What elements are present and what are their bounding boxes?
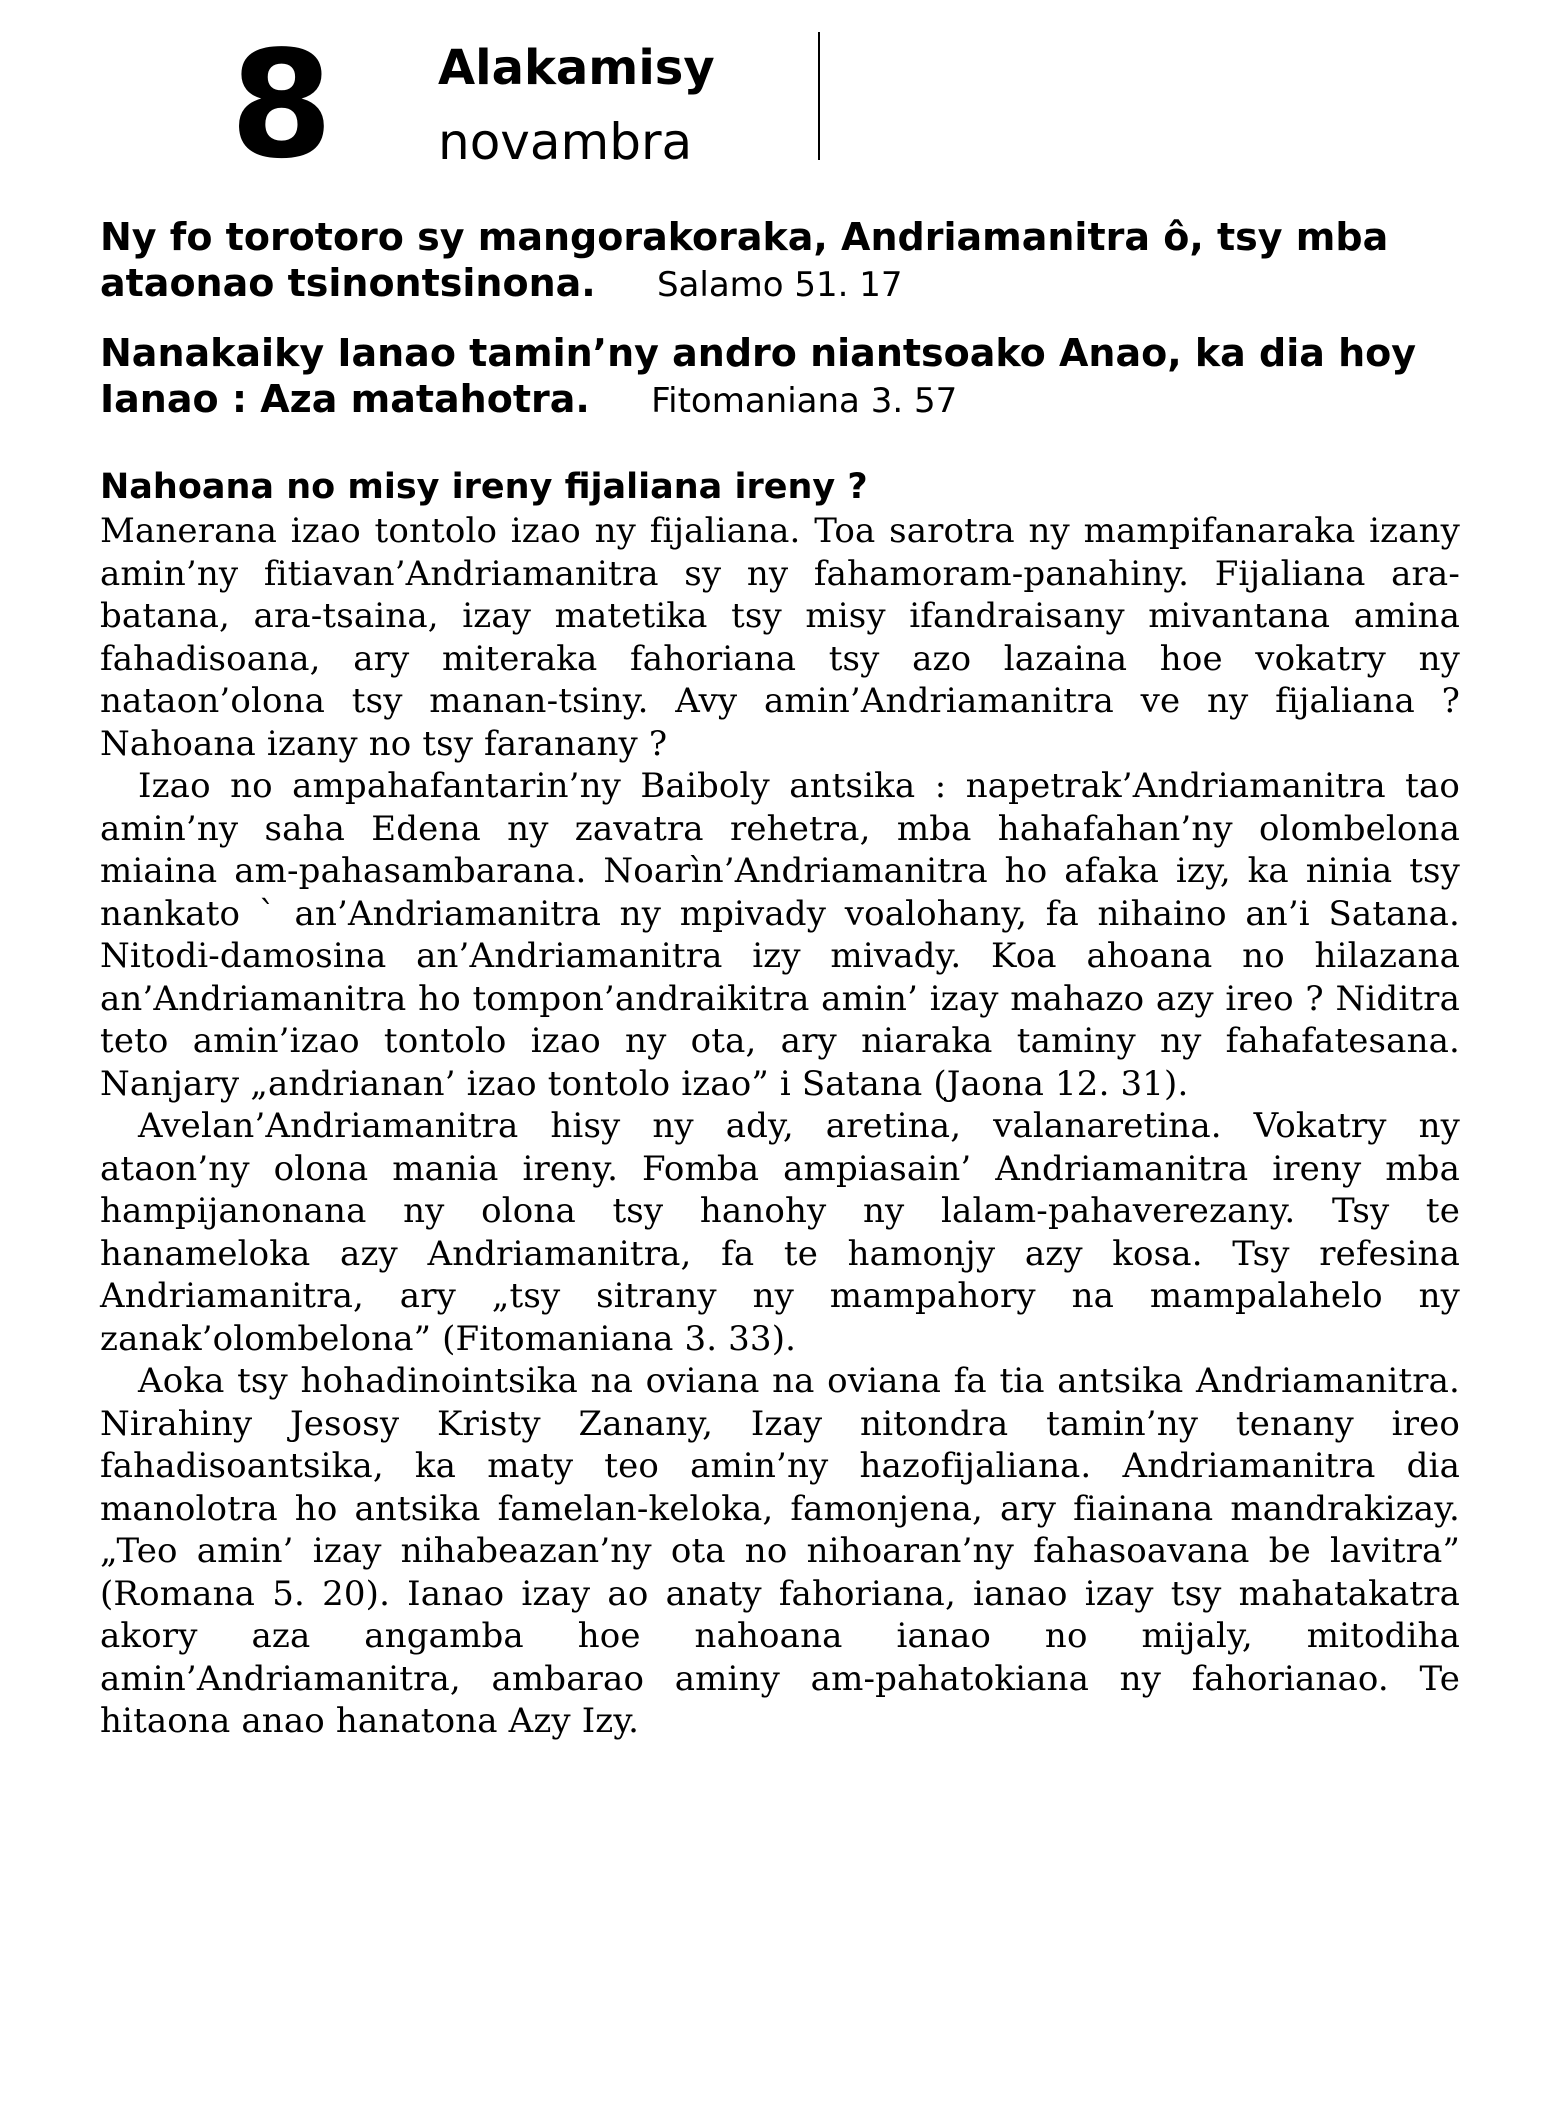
verse-2-text: Nanakaiky Ianao tamin’ny andro niantsoako Anao, ka dia hoy Ianao : Aza matahotra. [100,331,1417,421]
article-body [100,510,1460,1743]
article-title: Nahoana no misy ireny fijaliana ireny ? [100,467,868,507]
date-header [100,19,1460,191]
verse-1-reference: Salamo 51. 17 [656,265,903,305]
month-label: novambra [438,113,693,171]
article-paragraph-4: Aoka tsy hohadinointsika na oviana na oviana fa tia antsika Andriamanitra. Nirahiny Jesosy Kristy Zanany, Izay nitondra tamin’ny tenany ireo fahadisoantsika, ka maty teo amin’ny hazofijaliana. Andriamanitra dia manolotra ho antsika famelan-keloka, famonjena, ary fiainana mandrakizay. „Teo amin’ izay nihabeazan’ny ota no nihoaran’ny fahasoavana be lavitra” (Romana 5. 20). Ianao izay ao anaty fahoriana, ianao izay tsy mahatakatra akory aza angamba hoe nahoana ianao no mijaly, mitodiha amin’Andriamanitra, ambarao aminy am-pahatokiana ny fahorianao. Te hitaona anao hanatona Azy Izy. [100,1361,1460,1741]
article-paragraph-3: Avelan’Andriamanitra hisy ny ady, aretina, valanaretina. Vokatry ny ataon’ny olona mania ireny. Fomba ampiasain’ Andriamanitra ireny mba hampijanonana ny olona tsy hanohy ny lalam-pahaverezany. Tsy te hanameloka azy Andriamanitra, fa te hamonjy azy kosa. Tsy refesina Andriamanitra, ary „tsy sitrany ny mampahory na mampalahelo ny zanak’olombelona” (Fitomaniana 3. 33). [100,1106,1460,1359]
header-divider [818,32,820,160]
article-paragraph-2: Izao no ampahafantarin’ny Baiboly antsika : napetrak’Andriamanitra tao amin’ny saha Edena ny zavatra rehetra, mba hahafahan’ny olombelona miaina am-pahasambarana. Noarìn’Andriamanitra ho afaka izy, ka ninia tsy nankato ` an’Andriamanitra ny mpivady voalohany, fa nihaino an’i Satana. Nitodi-damosina an’Andriamanitra izy mivady. Koa ahoana no hilazana an’Andriamanitra ho tompon’andraikitra amin’ izay mahazo azy ireo ? Niditra teto amin’izao tontolo izao ny ota, ary niaraka taminy ny fahafatesana. Nanjary „andrianan’ izao tontolo izao” i Satana (Jaona 12. 31). [100,766,1460,1104]
devotional-page [100,19,1460,1743]
day-number: 8 [230,19,333,191]
article-paragraph-1: Manerana izao tontolo izao ny fijaliana. Toa sarotra ny mampifanaraka izany amin’ny fitiavan’Andriamanitra sy ny fahamoram-panahiny. Fijaliana ara-batana, ara-tsaina, izay matetika tsy misy ifandraisany mivantana amina fahadisoana, ary miteraka fahoriana tsy azo lazaina hoe vokatry ny nataon’olona tsy manan-tsiny. Avy amin’Andriamanitra ve ny fijaliana ? Nahoana izany no tsy faranany ? [100,511,1460,764]
verse-2-reference: Fitomaniana 3. 57 [651,381,958,421]
verse-1 [100,214,1460,308]
verse-2 [100,330,1460,424]
weekday-label: Alakamisy [438,40,715,96]
verse-1-text: Ny fo torotoro sy mangorakoraka, Andriamanitra ô, tsy mba ataonao tsinontsinona. [100,215,1389,305]
